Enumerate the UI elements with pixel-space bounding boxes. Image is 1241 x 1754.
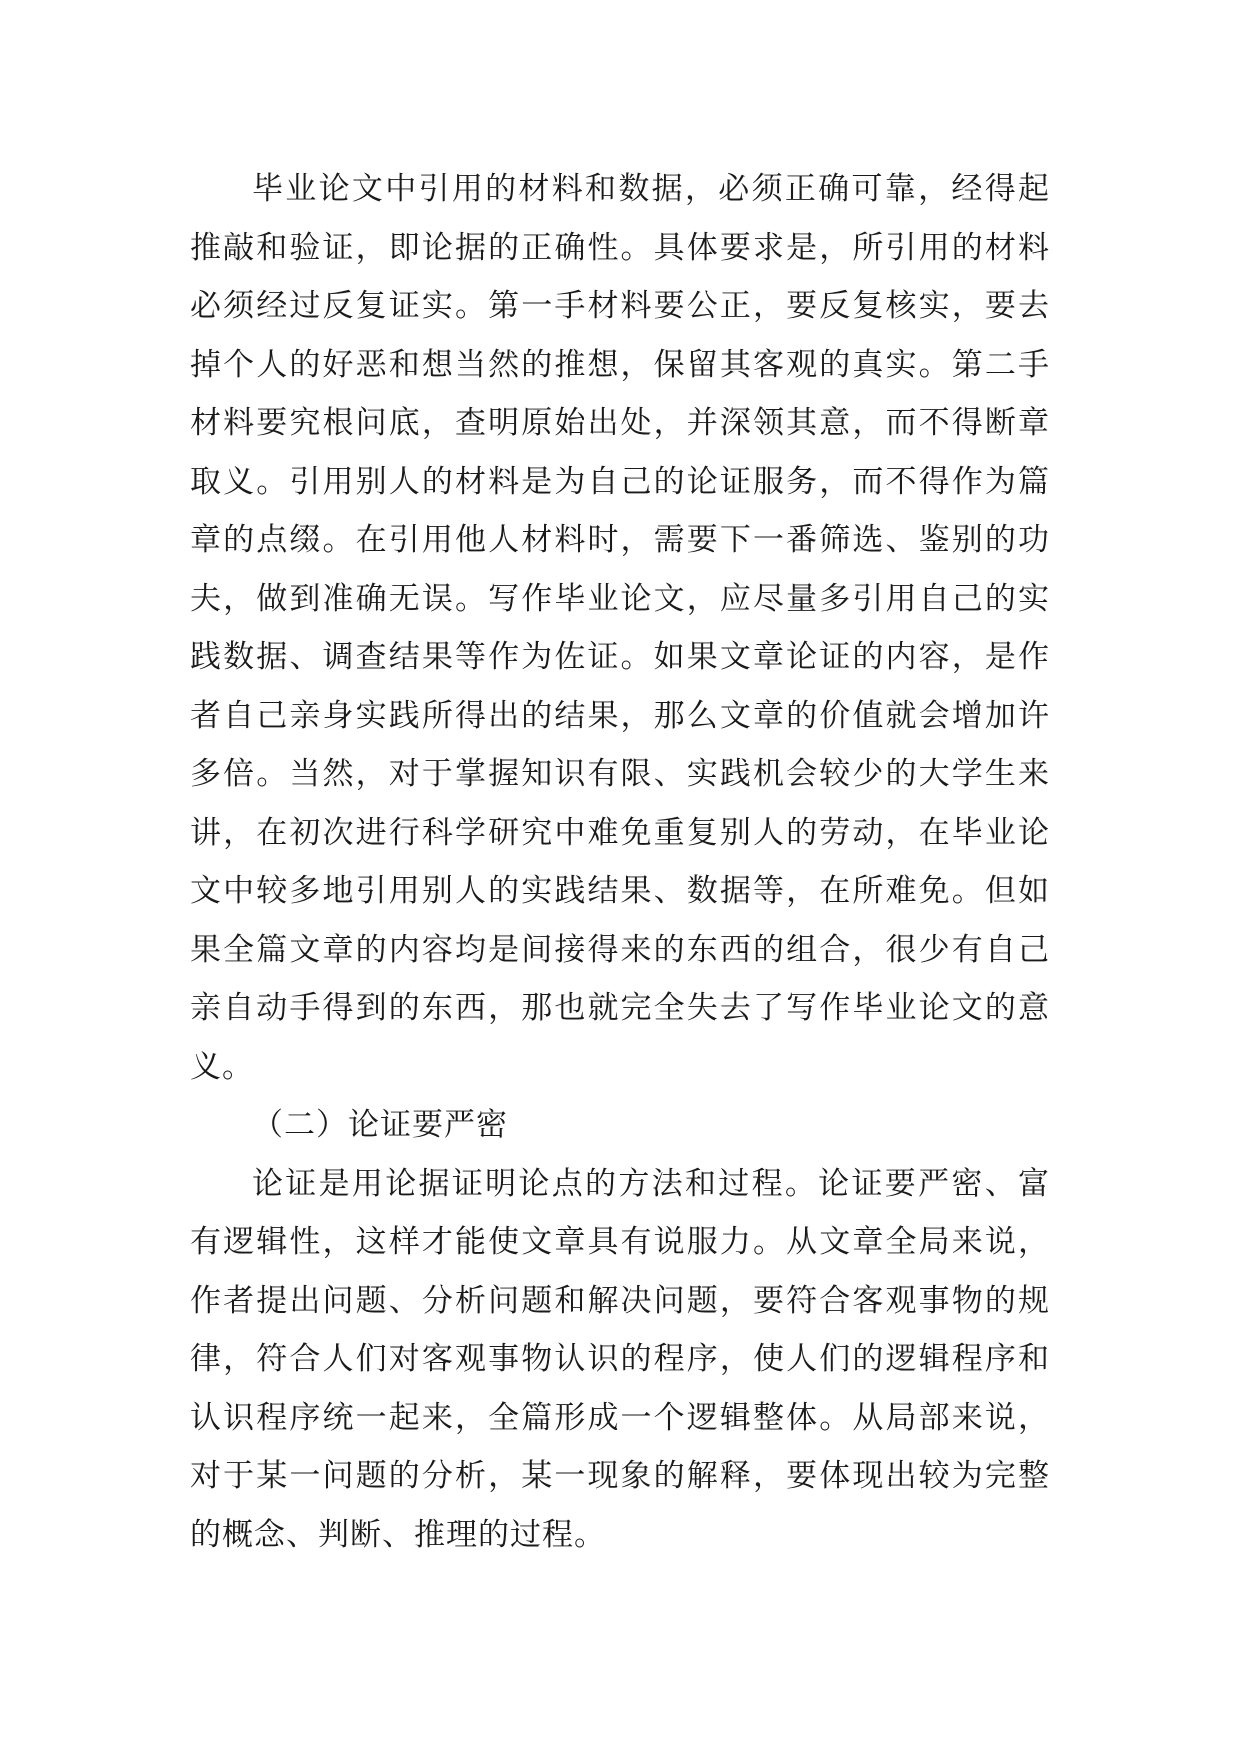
paragraph-argument-rigor: 论证是用论据证明论点的方法和过程。论证要严密、富有逻辑性，这样才能使文章具有说服力。从文章全局来说，作者提出问题、分析问题和解决问题，要符合客观事物的规律，符合人们对客观事物认识的程序，使人们的逻辑程序和认识程序统一起来，全篇形成一个逻辑整体。从局部来说，对于某一问题的分析，某一现象的解释，要体现出较为完整的概念、判断、推理的过程。 [190, 1165, 1050, 1553]
body-text [190, 160, 1050, 1564]
paragraph-citation-accuracy: 毕业论文中引用的材料和数据，必须正确可靠，经得起推敲和验证，即论据的正确性。具体要求是，所引用的材料必须经过反复证实。第一手材料要公正，要反复核实，要去掉个人的好恶和想当然的推想，保留其客观的真实。第二手材料要究根问底，查明原始出处，并深领其意，而不得断章取义。引用别人的材料是为自己的论证服务，而不得作为篇章的点缀。在引用他人材料时，需要下一番筛选、鉴别的功夫，做到准确无误。写作毕业论文，应尽量多引用自己的实践数据、调查结果等作为佐证。如果文章论证的内容，是作者自己亲身实践所得出的结果，那么文章的价值就会增加许多倍。当然，对于掌握知识有限、实践机会较少的大学生来讲，在初次进行科学研究中难免重复别人的劳动，在毕业论文中较多地引用别人的实践结果、数据等，在所难免。但如果全篇文章的内容均是间接得来的东西的组合，很少有自己亲自动手得到的东西，那也就完全失去了写作毕业论文的意义。 [190, 171, 1050, 1085]
section-heading-argument-rigor: （二）论证要严密 [252, 1107, 508, 1143]
